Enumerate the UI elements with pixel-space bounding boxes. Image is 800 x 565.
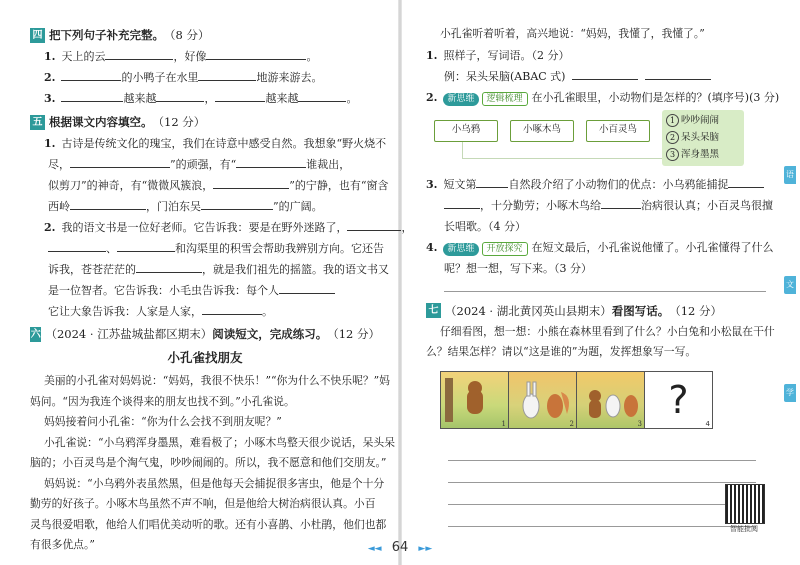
blank[interactable] [236, 155, 306, 168]
section-5-heading: 五 根据课文内容填空。 （12 分） [30, 111, 380, 133]
q5-1-line: 似剪刀”的神奇，有“微微风簇浪， ”的宁静，也有“窗含 [30, 175, 380, 196]
blank[interactable] [70, 197, 146, 210]
answer-line[interactable] [444, 279, 766, 292]
blank[interactable] [198, 68, 256, 81]
q5-1: 1. 古诗是传统文化的瑰宝，我们在诗意中感受自然。我想象“野火烧不 [44, 137, 387, 150]
blank[interactable] [215, 89, 265, 102]
q5-2-line: 、 和沟渠里的积雪会帮助我辨别方向。它还告 [30, 238, 380, 259]
section-4-heading: 四 把下列句子补充完整。 （8 分） [30, 24, 380, 46]
panel-4-question: ? 4 [644, 371, 713, 429]
blank[interactable] [645, 67, 711, 80]
section-7-heading: 七 （2024 · 湖北黄冈英山县期末） 看图写话。 （12 分） [426, 300, 766, 322]
bird-crow: 小乌鸦 [434, 120, 498, 142]
section-badge: 五 [30, 115, 45, 130]
blank[interactable] [70, 155, 170, 168]
blank[interactable] [48, 239, 106, 252]
q5-1-line: 尽， ”的顽强，有“ 谁裁出， [30, 154, 380, 175]
blank[interactable] [728, 175, 764, 188]
matching-diagram [426, 110, 766, 168]
panel-3-image: 3 [576, 371, 645, 429]
story-ending: 小孔雀听着听着，高兴地说：“妈妈，我懂了，我懂了。” [440, 27, 705, 40]
story-title: 小孔雀找朋友 [167, 350, 243, 365]
blank[interactable] [61, 89, 123, 102]
blank[interactable] [279, 281, 335, 294]
bird-lark: 小百灵鸟 [586, 120, 650, 142]
q4-3: 3. 越来越 ， 越来越 。 [30, 88, 380, 109]
page-number-bar [0, 540, 800, 555]
q5-2-line: 它让大象告诉我：人家是人家， 。 [30, 301, 380, 322]
panel-2-image: 2 [508, 371, 577, 429]
blank[interactable] [476, 175, 508, 188]
prev-arrow-icon[interactable]: ◄◄ [367, 544, 382, 554]
q6-3-line: 长唱歌。（4 分） [444, 219, 526, 233]
blank[interactable] [601, 196, 641, 209]
q6-4: 4. 新思维 开放探究 在短文最后，小孔雀说他懂了。小孔雀懂得了什么 [426, 240, 774, 254]
section-badge: 六 [30, 328, 41, 340]
writing-area[interactable] [426, 439, 766, 527]
story-body: 美丽的小孔雀对妈妈说：“妈妈，我很不快乐！”“你为什么不快乐呢？”妈 妈问。“因为我连个谈得来的朋友也找不到。”小孔雀说。 妈妈接着问小孔雀：“你为什么会找不到朋友呢？” 小孔雀说：“小乌鸦浑身墨黑，难看极了；小啄木鸟整天很少说话，呆头呆 脑的；小百灵鸟是个淘气鬼，吵吵闹闹的。所以，我不愿意和他们交朋友。” 妈妈说：“小乌鸦外表虽然黑，但是他每天会捕捉很多害虫，他是个十分 勤劳的好孩子。小啄木鸟虽然不声不响，但是他给大树治病很认真。小百 灵鸟很爱唱歌，他给人们唱优美动听的歌。还有小喜鹊、小杜鹃，他们也都 有很多优点。” [30, 374, 396, 551]
page-number: 64 [391, 540, 409, 555]
blank[interactable] [444, 196, 480, 209]
q4-2: 2. 的小鸭子在水里 地游来游去。 [30, 67, 380, 88]
blank[interactable] [572, 67, 638, 80]
q4-1: 1. 天上的云 ，好像 。 [30, 46, 380, 67]
q6-4-line: 呢？想一想，写下来。（3 分） [444, 261, 592, 275]
blank[interactable] [105, 47, 173, 60]
blank[interactable] [202, 302, 262, 315]
section-badge: 四 [30, 28, 45, 43]
blank[interactable] [213, 176, 289, 189]
q6-3-line: ，十分勤劳；小啄木鸟给 治病很认真；小百灵鸟很擅 [426, 195, 766, 216]
blank[interactable] [298, 89, 346, 102]
side-tab[interactable]: 语 [784, 166, 796, 184]
q6-1: 1. 照样子，写词语。（2 分） [426, 48, 570, 62]
q5-2-line: 是一位智者。它告诉我：小毛虫告诉我：每个人 [30, 280, 380, 301]
blank[interactable] [61, 68, 121, 81]
options-box: 1 吵吵闹闹 2 呆头呆脑 3 浑身墨黑 [662, 110, 744, 166]
panel-1-image: 1 [440, 371, 509, 429]
next-arrow-icon[interactable]: ►► [418, 544, 433, 554]
right-page: 小孔雀听着听着，高兴地说：“妈妈，我懂了，我懂了。” 1. 照样子，写词语。（2 分） 例：呆头呆脑(ABAC 式) 2. 新思维 逻辑梳理 在小孔雀眼里，小动物们是怎样的？(填序号)(3 分) 小乌鸦 小啄木鸟 小百灵鸟 1 吵吵闹闹 2 呆头呆脑 3 浑身墨黑 3. 短文第 自然段介绍了小动物们的优点：小乌鸦能捕捉 ，十分勤劳；小啄木鸟给 治病很认真；小百灵鸟很擅 长唱歌。（4 分） 4. 新思维 开放探究 在短文最后，小孔雀说他懂了。小孔雀懂得了什么 呢？想一想，写下来。（3 分） 七 （2024 · 湖北黄冈英山县期末） 看图写话。 （12 分） 仔细看图，想一想：小熊在森林里看到了什么？小白兔和小松鼠在干什 么？结果怎样？请以“这是谁的”为题，发挥想象写一写。 1 2 3 ? 4 [400, 0, 800, 565]
blank[interactable] [206, 47, 306, 60]
blank[interactable] [347, 218, 401, 231]
bird-woodpecker: 小啄木鸟 [510, 120, 574, 142]
q5-2-line: 诉我，苍苍茫茫的 ，就是我们祖先的摇篮。我的语文书又 [30, 259, 380, 280]
section-badge: 七 [426, 303, 441, 318]
blank[interactable] [117, 239, 175, 252]
qr-code[interactable] [725, 484, 765, 524]
blank[interactable] [136, 260, 202, 273]
blank[interactable] [201, 197, 273, 210]
q6-2: 2. 新思维 逻辑梳理 在小孔雀眼里，小动物们是怎样的？(填序号)(3 分) [426, 90, 780, 104]
qr-label: 智能批阅 [730, 525, 758, 533]
side-tab[interactable]: 文 [784, 276, 796, 294]
q5-1-line: 西岭 ，门泊东吴 ”的广阔。 [30, 196, 380, 217]
q5-2: 2. 我的语文书是一位好老师。它告诉我：要是在野外迷路了， ， [30, 217, 380, 238]
blank[interactable] [156, 89, 204, 102]
q6-1-example: 例：呆头呆脑(ABAC 式) [426, 66, 766, 87]
side-tab[interactable]: 学 [784, 384, 796, 402]
picture-panels [440, 371, 766, 429]
section-6-heading: 六 （2024 · 江苏盐城盐都区期末） 阅读短文，完成练习。 （12 分） [30, 327, 380, 341]
q6-3: 3. 短文第 自然段介绍了小动物们的优点：小乌鸦能捕捉 [426, 174, 766, 195]
